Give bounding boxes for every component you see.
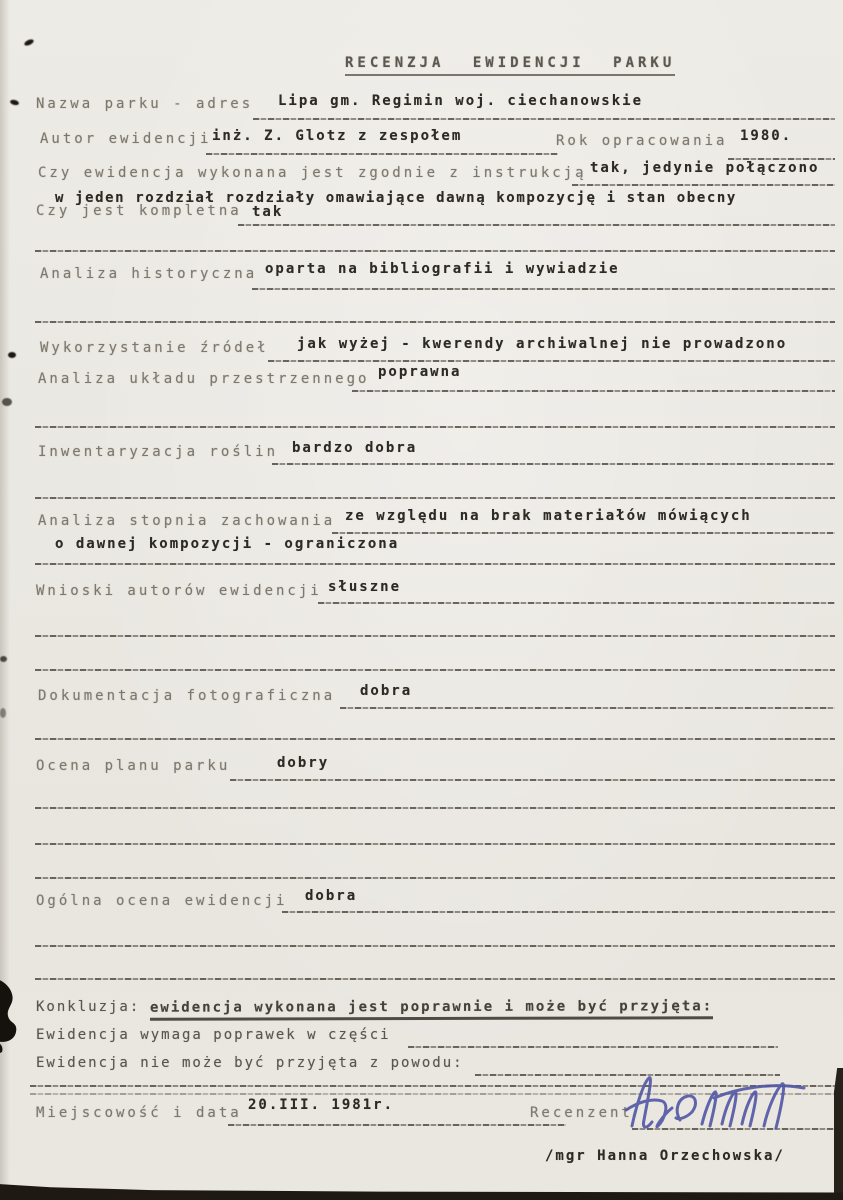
ruled-line <box>206 153 558 155</box>
field-label-kompletna: Czy jest kompletna <box>36 203 242 219</box>
ruled-line <box>35 250 835 252</box>
ruled-line <box>238 224 835 226</box>
field-label-plan: Ocena planu parku <box>36 758 231 774</box>
field-value-wnioski: słuszne <box>328 579 402 595</box>
field-label-zgodnosc: Czy ewidencja wykonana jest zgodnie z instrukcją <box>38 165 587 181</box>
field-value-historyczna: oparta na bibliografii i wywiadzie <box>265 261 620 277</box>
ruled-line <box>340 707 835 709</box>
field-label-autor: Autor ewidencji <box>40 131 212 147</box>
ruled-line <box>35 945 835 947</box>
ruled-line <box>35 738 835 740</box>
field-label-fotografia: Dokumentacja fotograficzna <box>38 688 336 704</box>
scan-speck <box>0 708 6 718</box>
field-value-uklad: poprawna <box>378 364 462 380</box>
ruled-line <box>230 779 835 781</box>
field-value-zachowanie: ze względu na brak materiałów mówiących <box>345 508 752 524</box>
field-label-inwentaryzacja: Inwentaryzacja roślin <box>38 444 279 460</box>
field-value-data: 20.III. 1981r. <box>248 1097 395 1113</box>
field-label-zrodla: Wykorzystanie źródeł <box>40 340 269 356</box>
field-value-nazwa: Lipa gm. Regimin woj. ciechanowskie <box>278 93 644 109</box>
scan-speck <box>0 656 7 662</box>
scan-speck <box>23 38 34 47</box>
field-continuation-zgodnosc: w jeden rozdział rozdziały omawiające dawną kompozycję i stan obecny <box>55 190 737 206</box>
scan-speck <box>8 352 16 358</box>
scan-speck <box>10 99 20 106</box>
ruled-line <box>253 118 835 120</box>
field-value-autor: inż. Z. Glotz z zespołem <box>212 128 463 144</box>
ruled-line <box>35 321 835 323</box>
field-label-recenzent: Recenzent <box>530 1105 633 1121</box>
field-value-zrodla: jak wyżej - kwerendy archiwalnej nie prowadzono <box>297 336 788 352</box>
ruled-line <box>35 635 835 637</box>
ruled-line <box>268 360 835 362</box>
ruled-line <box>282 911 835 913</box>
ruled-line <box>35 807 835 809</box>
ruled-line <box>408 1046 778 1048</box>
field-value-fotografia: dobra <box>360 683 413 699</box>
field-value-konkluzja: ewidencja wykonana jest poprawnie i może być przyjęta: <box>150 998 713 1020</box>
ruled-line <box>272 463 835 465</box>
ruled-line <box>35 563 835 565</box>
ruled-line <box>35 426 835 428</box>
field-value-plan: dobry <box>277 755 330 771</box>
field-label-konkluzja: Konkluzja: <box>36 999 141 1015</box>
ruled-line <box>332 532 835 534</box>
field-label-niemoze: Ewidencja nie może być przyjęta z powodu: <box>36 1055 464 1071</box>
scan-blot <box>0 978 28 1062</box>
ruled-line <box>35 497 835 499</box>
ruled-line <box>35 669 835 671</box>
reviewer-signature <box>618 1068 818 1140</box>
ruled-line <box>35 978 835 980</box>
scan-speck <box>2 398 12 406</box>
field-value-zgodnosc: tak, jedynie połączono <box>590 160 820 176</box>
field-value-inwentaryzacja: bardzo dobra <box>292 440 418 456</box>
field-continuation-zachowanie: o dawnej kompozycji - ograniczona <box>55 536 400 552</box>
field-label-wnioski: Wnioski autorów ewidencji <box>36 583 322 599</box>
field-label-uklad: Analiza układu przestrzennego <box>38 371 370 387</box>
ruled-line <box>252 288 835 290</box>
field-label-ogolna: Ogólna ocena ewidencji <box>36 893 288 909</box>
field-label-nazwa: Nazwa parku - adres <box>36 96 254 112</box>
ruled-line <box>35 877 835 879</box>
ruled-line <box>228 1124 566 1126</box>
ruled-line <box>35 843 835 845</box>
ruled-line <box>318 602 835 604</box>
page-title: RECENZJA EWIDENCJI PARKU <box>345 55 675 76</box>
ruled-line <box>572 184 835 186</box>
reviewer-name: /mgr Hanna Orzechowska/ <box>545 1148 785 1164</box>
scan-edge-bottom <box>0 1178 843 1200</box>
field-label-zachowanie: Analiza stopnia zachowania <box>38 513 336 529</box>
field-value-ogolna: dobra <box>305 888 358 904</box>
field-label-poprawki: Ewidencja wymaga poprawek w części <box>36 1027 391 1043</box>
field-value-rok: 1980. <box>740 128 793 144</box>
field-label-rok: Rok opracowania <box>556 133 728 149</box>
field-value-kompletna: tak <box>252 204 284 220</box>
ruled-line <box>352 390 835 392</box>
field-label-miejscowosc: Miejscowość i data <box>36 1105 242 1121</box>
field-label-historyczna: Analiza historyczna <box>40 266 258 282</box>
scan-edge-right <box>834 1068 843 1200</box>
